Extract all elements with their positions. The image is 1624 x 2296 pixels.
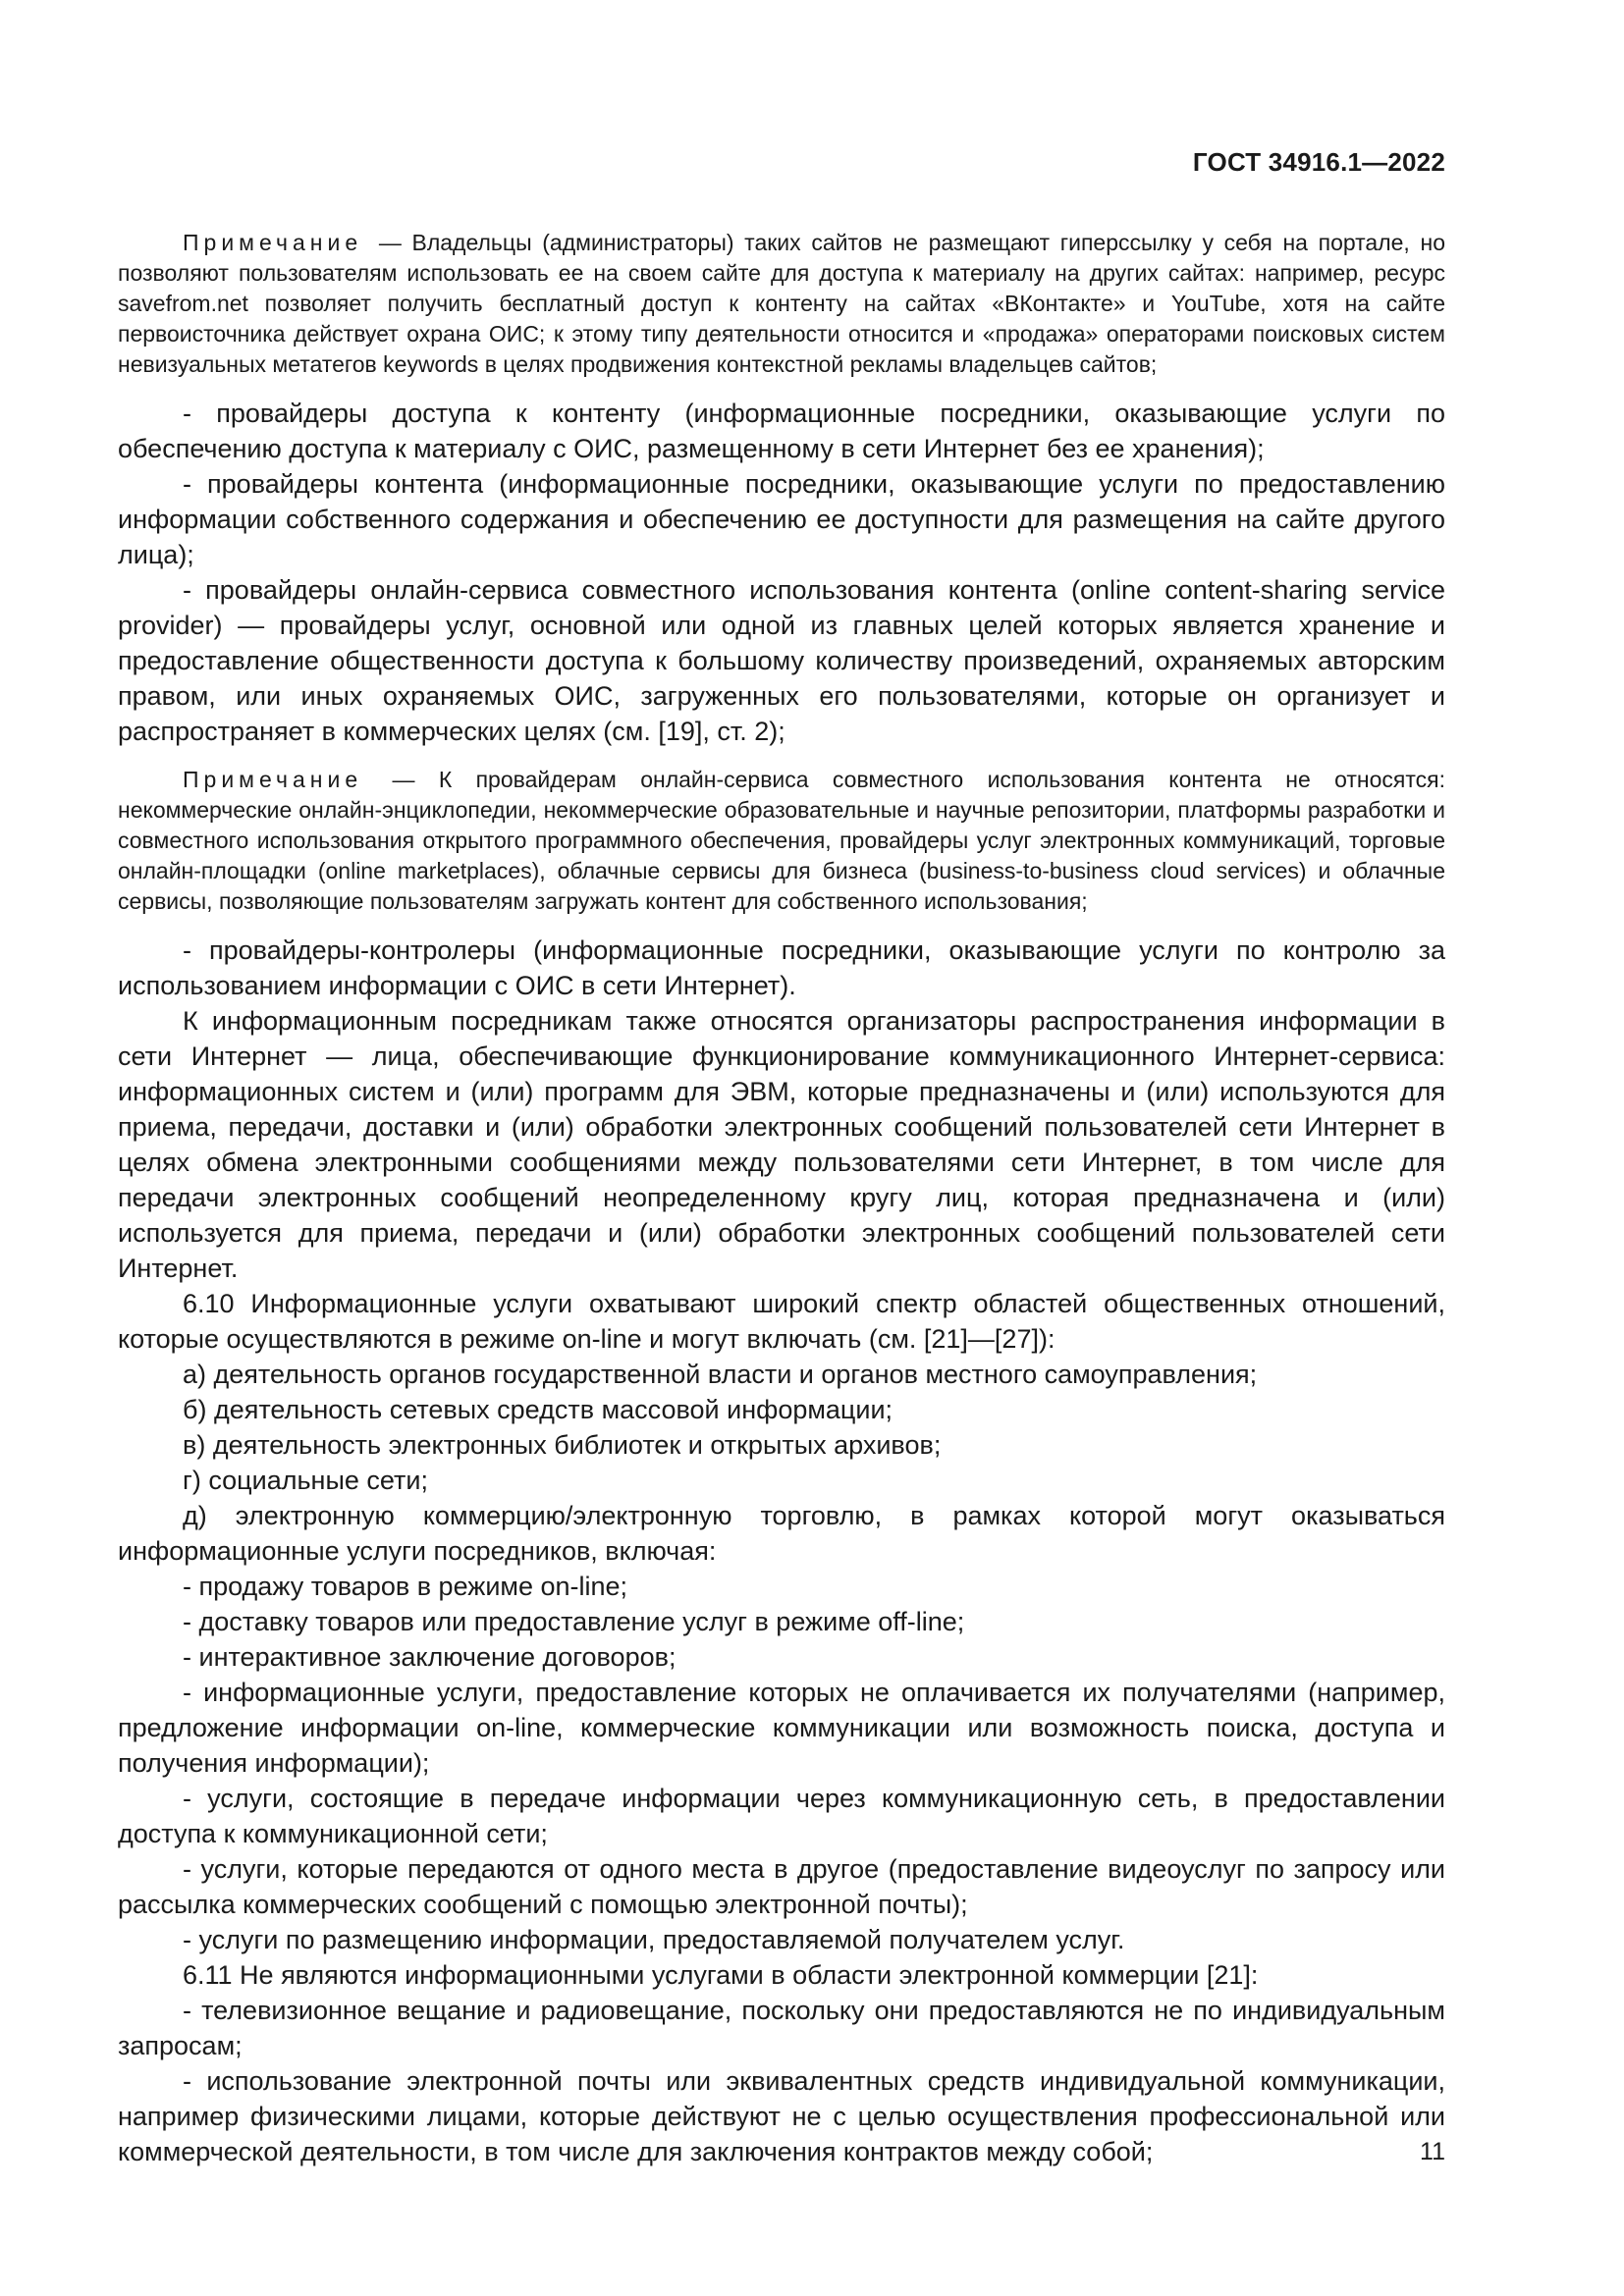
- list-item: - продажу товаров в режиме on-line;: [183, 1572, 628, 1601]
- note-paragraph: [118, 765, 1445, 917]
- note-label: Примечание: [183, 230, 363, 255]
- section-paragraph: 6.10 Информационные услуги охватывают широкий спектр областей общественных отношений, которые осуществляются в режиме on-line и могут включать (см. [21]—[27]):: [118, 1289, 1445, 1354]
- document-body: [118, 228, 1445, 2169]
- section-paragraph: 6.11 Не являются информационными услугами в области электронной коммерции [21]:: [183, 1960, 1259, 1990]
- list-item: - телевизионное вещание и радиовещание, поскольку они предоставляются не по индивидуальным запросам;: [118, 1996, 1445, 2060]
- note-label: Примечание: [183, 767, 363, 792]
- body-paragraph: К информационным посредникам также относятся организаторы распространения информации в сети Интернет — лица, обеспечивающие функционирование коммуникационного Интернет-сервиса: информационных систем и (или) программ для ЭВМ, которые предназначены и (или) используются для приема, передачи, доставки и (или) обработки электронных сообщений пользователей сети Интернет в целях обмена электронными сообщениями между пользователями сети Интернет, в том числе для передачи электронных сообщений неопределенному кругу лиц, которая предназначена и (или) используется для приема, передачи и (или) обработки электронных сообщений пользователей сети Интернет.: [118, 1006, 1445, 1283]
- list-item: б) деятельность сетевых средств массовой информации;: [183, 1395, 893, 1424]
- list-item: - использование электронной почты или эквивалентных средств индивидуальной коммуникации, например физическими лицами, которые действуют не с целью осуществления профессиональной или коммерческой деятельности, в том числе для заключения контрактов между собой;: [118, 2066, 1445, 2166]
- list-item: - провайдеры онлайн-сервиса совместного использования контента (online content-sharing service provider) — провайдеры услуг, основной или одной из главных целей которых является хранение и предоставление общественности доступа к большому количеству произведений, охраняемых авторским правом, или иных охраняемых ОИС, загруженных его пользователями, которые он организует и распространяет в коммерческих целях (см. [19], ст. 2);: [118, 575, 1445, 746]
- list-item: - информационные услуги, предоставление которых не оплачивается их получателями (например, предложение информации on-line, коммерческие коммуникации или возможность поиска, доступа и получения информации);: [118, 1678, 1445, 1778]
- document-page: [118, 0, 1445, 2296]
- list-item: в) деятельность электронных библиотек и открытых архивов;: [183, 1430, 942, 1460]
- list-item: - услуги по размещению информации, предоставляемой получателем услуг.: [183, 1925, 1125, 1954]
- note-text: — Владельцы (администраторы) таких сайтов не размещают гиперссылку у себя на портале, но позволяют пользователям использовать ее на своем сайте для доступа к материалу на других сайтах: например, ресурс savefrom.net позволяет получить бесплатный доступ к контенту на сайтах «ВКонтакте» и YouTube, хотя на сайте первоисточника действует охрана ОИС; к этому типу деятельности относится и «продажа» операторами поисковых систем невизуальных метатегов keywords в целях продвижения контекстной рекламы владельцев сайтов;: [118, 230, 1445, 377]
- list-item: - интерактивное заключение договоров;: [183, 1642, 677, 1672]
- list-item: - доставку товаров или предоставление услуг в режиме off-line;: [183, 1607, 965, 1636]
- standard-designation: ГОСТ 34916.1—2022: [1192, 147, 1445, 177]
- list-item: а) деятельность органов государственной власти и органов местного самоуправления;: [183, 1360, 1258, 1389]
- list-item: г) социальные сети;: [183, 1466, 428, 1495]
- page-number: 11: [1420, 2138, 1445, 2165]
- note-text: — К провайдерам онлайн-сервиса совместного использования контента не относятся: некоммерческие онлайн-энциклопедии, некоммерческие образовательные и научные репозитории, платформы разработки и совместного использования открытого программного обеспечения, провайдеры услуг электронных коммуникаций, торговые онлайн-площадки (online marketplaces), облачные сервисы для бизнеса (business-to-business cloud services) и облачные сервисы, позволяющие пользователям загружать контент для собственного использования;: [118, 767, 1445, 914]
- list-item: - услуги, состоящие в передаче информации через коммуникационную сеть, в предоставлении доступа к коммуникационной сети;: [118, 1784, 1445, 1848]
- list-item: - провайдеры-контролеры (информационные посредники, оказывающие услуги по контролю за использованием информации с ОИС в сети Интернет).: [118, 935, 1445, 1000]
- list-item: - провайдеры доступа к контенту (информационные посредники, оказывающие услуги по обеспечению доступа к материалу с ОИС, размещенному в сети Интернет без ее хранения);: [118, 399, 1445, 463]
- note-paragraph: [118, 228, 1445, 380]
- list-item: д) электронную коммерцию/электронную торговлю, в рамках которой могут оказываться информационные услуги посредников, включая:: [118, 1501, 1445, 1566]
- list-item: - услуги, которые передаются от одного места в другое (предоставление видеоуслуг по запросу или рассылка коммерческих сообщений с помощью электронной почты);: [118, 1854, 1445, 1919]
- list-item: - провайдеры контента (информационные посредники, оказывающие услуги по предоставлению информации собственного содержания и обеспечению ее доступности для размещения на сайте другого лица);: [118, 469, 1445, 569]
